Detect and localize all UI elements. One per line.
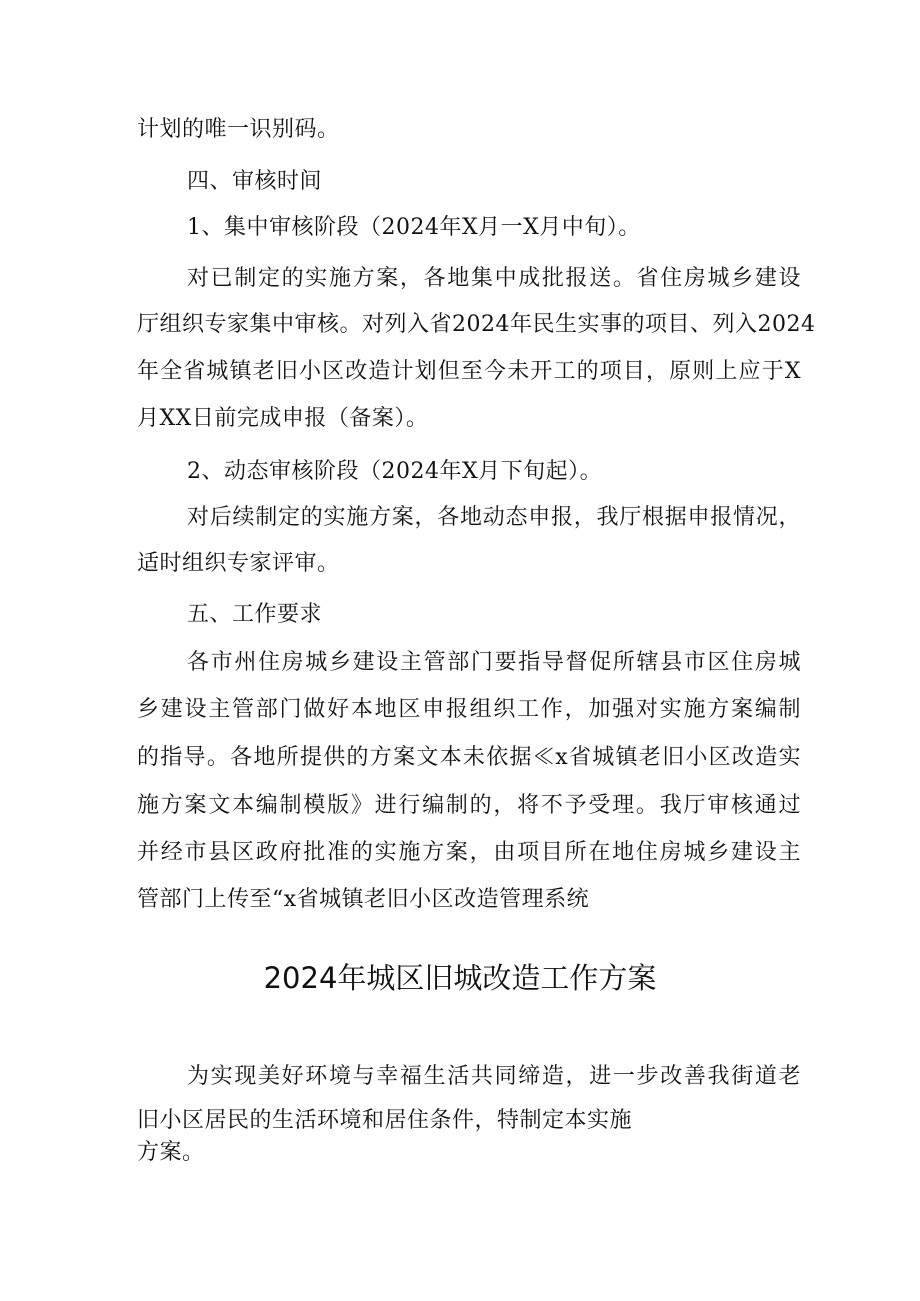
paragraph-line: 对已制定的实施方案，各地集中成批报送。省住房城乡建设 xyxy=(187,266,801,291)
list-item-2: 2、动态审核阶段（2024年X月下旬起）。 xyxy=(187,459,603,484)
paragraph-line: 管部门上传至“x省城镇老旧小区改造管理系统 xyxy=(137,887,590,912)
paragraph-line: 适时组织专家评审。 xyxy=(137,551,340,576)
paragraph-line: 对后续制定的实施方案，各地动态申报，我厅根据申报情况， xyxy=(187,505,801,530)
paragraph-line: 为实现美好环境与幸福生活共同缔造，进一步改善我街道老 xyxy=(187,1064,801,1089)
paragraph-line: 方案。 xyxy=(137,1140,205,1165)
paragraph-line: 乡建设主管部门做好本地区申报组织工作，加强对实施方案编制 xyxy=(137,697,801,722)
section-heading-5: 五、工作要求 xyxy=(187,602,323,627)
paragraph-line: 施方案文本编制模版》进行编制的，将不予受理。我厅审核通过 xyxy=(137,793,801,818)
section-heading-4: 四、审核时间 xyxy=(187,169,323,194)
list-item-1: 1、集中审核阶段（2024年X月一X月中旬）。 xyxy=(187,215,641,240)
document-title: 2024年城区旧城改造工作方案 xyxy=(263,961,657,995)
paragraph-line: 厅组织专家集中审核。对列入省2024年民生实事的项目、列入2024 xyxy=(137,312,816,337)
paragraph-line: 的指导。各地所提供的方案文本未依据≪x省城镇老旧小区改造实 xyxy=(137,745,801,770)
paragraph-line: 并经市县区政府批准的实施方案，由项目所在地住房城乡建设主 xyxy=(137,840,801,865)
paragraph-line: 年全省城镇老旧小区改造计划但至今未开工的项目，原则上应于X xyxy=(137,359,801,384)
paragraph-line: 月XX日前完成申报（备案）。 xyxy=(137,406,429,431)
paragraph-line: 各市州住房城乡建设主管部门要指导督促所辖县市区住房城 xyxy=(187,650,801,675)
paragraph-line: 旧小区居民的生活环境和居住条件，特制定本实施 xyxy=(137,1108,633,1133)
continuation-line: 计划的唯一识别码。 xyxy=(137,117,340,142)
